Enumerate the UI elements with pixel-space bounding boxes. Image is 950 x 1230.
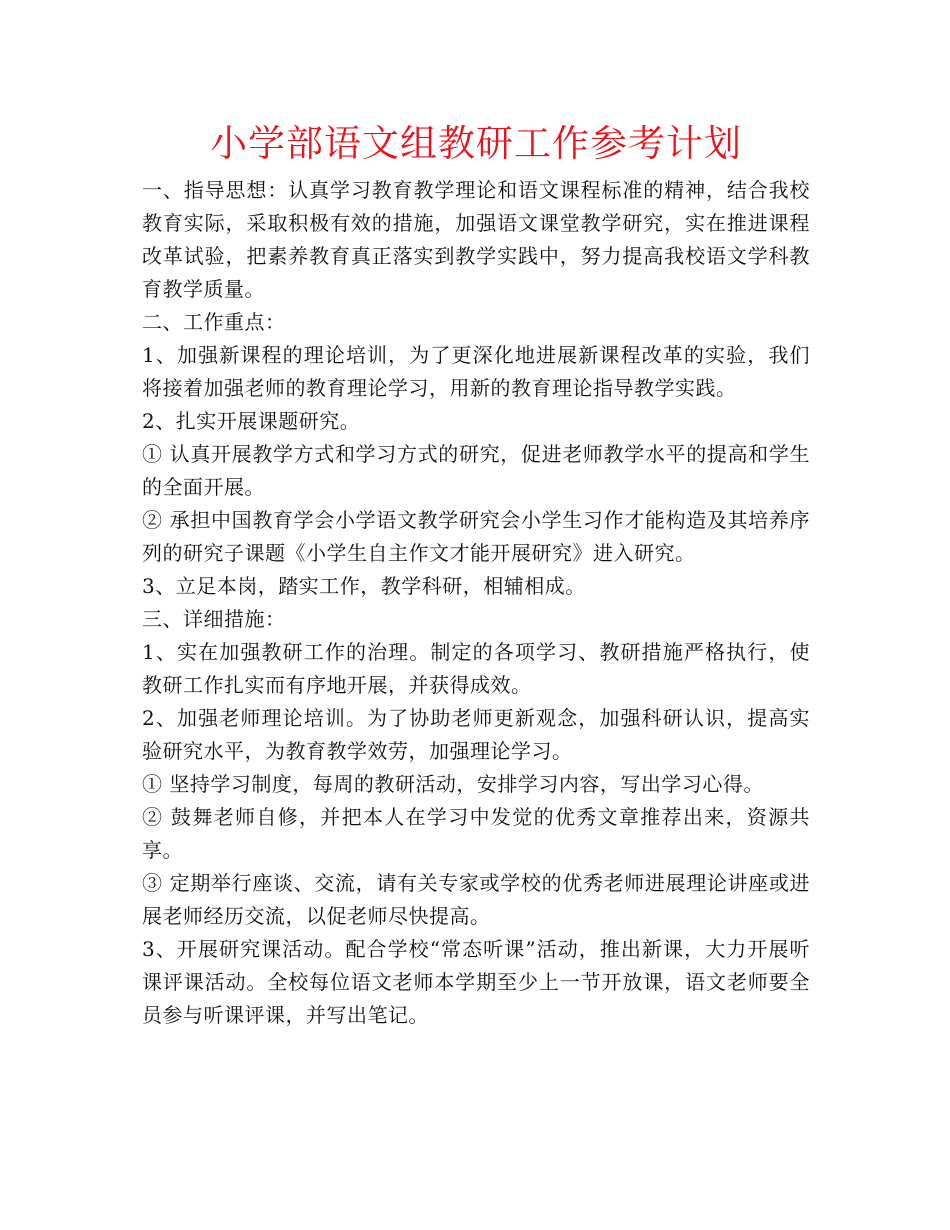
paragraph: 一、指导思想：认真学习教育教学理论和语文课程标准的精神，结合我校教育实际，采取积极有效的措施，加强语文课堂教学研究，实在推进课程改革试验，把素养教育真正落实到教学实践中，努力提高我校语文学科教育教学质量。	[142, 178, 810, 301]
paragraph: 1、实在加强教研工作的治理。制定的各项学习、教研措施严格执行，使教研工作扎实而有序地开展，并获得成效。	[142, 640, 810, 697]
paragraph: ③ 定期举行座谈、交流，请有关专家或学校的优秀老师进展理论讲座或进展老师经历交流，以促老师尽快提高。	[142, 871, 810, 928]
paragraph: 1、加强新课程的理论培训，为了更深化地进展新课程改革的实验，我们将接着加强老师的教育理论学习，用新的教育理论指导教学实践。	[142, 343, 810, 400]
document-page	[142, 118, 810, 1032]
paragraph: ① 坚持学习制度，每周的教研活动，安排学习内容，写出学习心得。	[142, 772, 764, 796]
document-title: 小学部语文组教研工作参考计划	[210, 122, 742, 165]
paragraph: 2、扎实开展课题研究。	[142, 409, 361, 433]
paragraph: 二、工作重点：	[142, 310, 286, 334]
paragraph: 三、详细措施：	[142, 607, 286, 631]
paragraph: ② 鼓舞老师自修，并把本人在学习中发觉的优秀文章推荐出来，资源共享。	[142, 805, 810, 862]
paragraph: 3、开展研究课活动。配合学校“常态听课”活动，推出新课，大力开展听课评课活动。全校每位语文老师本学期至少上一节开放课，语文老师要全员参与听课评课，并写出笔记。	[142, 937, 810, 1027]
paragraph: 2、加强老师理论培训。为了协助老师更新观念，加强科研认识，提高实验研究水平，为教育教学效劳，加强理论学习。	[142, 706, 810, 763]
paragraph: ② 承担中国教育学会小学语文教学研究会小学生习作才能构造及其培养序列的研究子课题《小学生自主作文才能开展研究》进入研究。	[142, 508, 810, 565]
paragraph: ① 认真开展教学方式和学习方式的研究，促进老师教学水平的提高和学生的全面开展。	[142, 442, 810, 499]
paragraph: 3、立足本岗，踏实工作，教学科研，相辅相成。	[142, 574, 586, 598]
